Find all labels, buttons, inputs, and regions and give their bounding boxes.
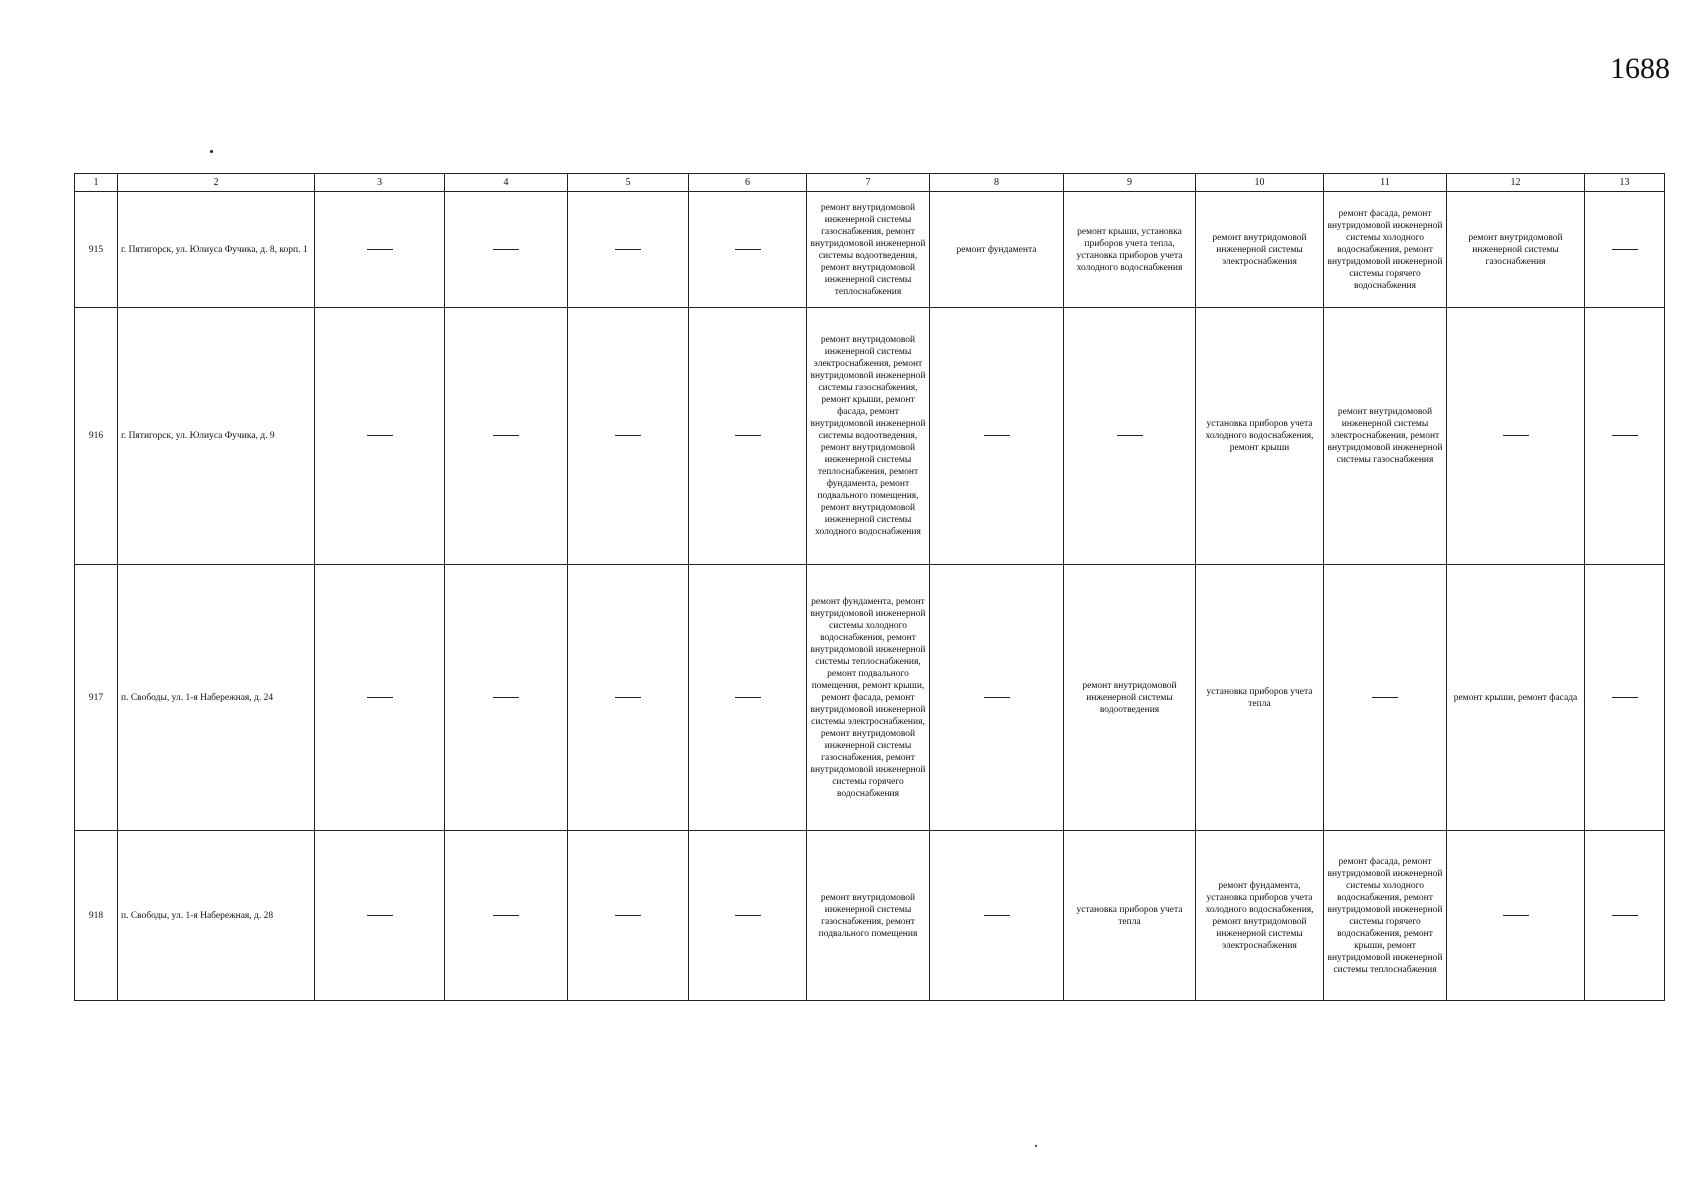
empty-cell xyxy=(1324,565,1447,831)
address-cell: г. Пятигорск, ул. Юлиуса Фучика, д. 8, корп. 1 xyxy=(118,192,315,308)
dash-mark xyxy=(367,249,393,250)
works-cell: ремонт внутридомовой инженерной системы газоснабжения, ремонт внутридомовой инженерной системы водоотведения, ремонт внутридомовой инженерной системы теплоснабжения xyxy=(807,192,930,308)
empty-cell xyxy=(1585,192,1665,308)
empty-cell xyxy=(1585,308,1665,565)
column-header: 6 xyxy=(689,174,807,192)
empty-cell xyxy=(689,308,807,565)
row-number: 915 xyxy=(75,192,118,308)
empty-cell xyxy=(568,192,689,308)
works-cell: ремонт внутридомовой инженерной системы газоснабжения, ремонт подвального помещения xyxy=(807,831,930,1001)
column-header: 13 xyxy=(1585,174,1665,192)
dash-mark xyxy=(1612,915,1638,916)
table-row xyxy=(75,308,1665,565)
column-header: 12 xyxy=(1447,174,1585,192)
table-row xyxy=(75,192,1665,308)
scan-speck xyxy=(210,150,213,153)
works-cell: ремонт внутридомовой инженерной системы водоотведения xyxy=(1064,565,1196,831)
works-cell: ремонт фундамента, ремонт внутридомовой инженерной системы холодного водоснабжения, ремонт внутридомовой инженерной системы теплоснабжения, ремонт подвального помещения, ремонт крыши, ремонт фасада, ремонт внутридомовой инженерной системы электроснабжения, ремонт внутридомовой инженерной системы газоснабжения, ремонт внутридомовой инженерной системы горячего водоснабжения xyxy=(807,565,930,831)
dash-mark xyxy=(1503,435,1529,436)
data-table xyxy=(74,173,1665,1001)
dash-mark xyxy=(1117,435,1143,436)
table-row xyxy=(75,565,1665,831)
works-cell: ремонт фундамента, установка приборов учета холодного водоснабжения, ремонт внутридомовой инженерной системы электроснабжения xyxy=(1196,831,1324,1001)
address-cell: г. Пятигорск, ул. Юлиуса Фучика, д. 9 xyxy=(118,308,315,565)
works-cell: ремонт фасада, ремонт внутридомовой инженерной системы холодного водоснабжения, ремонт внутридомовой инженерной системы горячего водоснабжения xyxy=(1324,192,1447,308)
dash-mark xyxy=(1612,697,1638,698)
empty-cell xyxy=(689,831,807,1001)
dash-mark xyxy=(1372,697,1398,698)
address-cell: п. Свободы, ул. 1-я Набережная, д. 28 xyxy=(118,831,315,1001)
empty-cell xyxy=(1585,565,1665,831)
works-cell: ремонт внутридомовой инженерной системы электроснабжения, ремонт внутридомовой инженерной системы газоснабжения, ремонт крыши, ремонт фасада, ремонт внутридомовой инженерной системы водоотведения, ремонт внутридомовой инженерной системы теплоснабжения, ремонт фундамента, ремонт подвального помещения, ремонт внутридомовой инженерной системы холодного водоснабжения xyxy=(807,308,930,565)
works-cell: ремонт внутридомовой инженерной системы газоснабжения xyxy=(1447,192,1585,308)
column-header: 10 xyxy=(1196,174,1324,192)
address-cell: п. Свободы, ул. 1-я Набережная, д. 24 xyxy=(118,565,315,831)
empty-cell xyxy=(689,565,807,831)
empty-cell xyxy=(568,308,689,565)
dash-mark xyxy=(735,249,761,250)
empty-cell xyxy=(689,192,807,308)
empty-cell xyxy=(445,831,568,1001)
works-cell: ремонт внутридомовой инженерной системы электроснабжения xyxy=(1196,192,1324,308)
dash-mark xyxy=(615,435,641,436)
dash-mark xyxy=(1612,435,1638,436)
table-row xyxy=(75,831,1665,1001)
row-number: 916 xyxy=(75,308,118,565)
dash-mark xyxy=(1612,249,1638,250)
empty-cell xyxy=(568,831,689,1001)
column-header: 4 xyxy=(445,174,568,192)
header-row xyxy=(75,174,1665,192)
empty-cell xyxy=(315,831,445,1001)
empty-cell xyxy=(1447,831,1585,1001)
works-cell: ремонт внутридомовой инженерной системы электроснабжения, ремонт внутридомовой инженерной системы газоснабжения xyxy=(1324,308,1447,565)
dash-mark xyxy=(735,697,761,698)
page-number: 1688 xyxy=(1610,52,1670,85)
dash-mark xyxy=(984,697,1010,698)
dash-mark xyxy=(493,249,519,250)
dash-mark xyxy=(615,697,641,698)
scan-speck xyxy=(1035,1145,1037,1147)
dash-mark xyxy=(367,697,393,698)
column-header: 8 xyxy=(930,174,1064,192)
dash-mark xyxy=(1503,915,1529,916)
empty-cell xyxy=(445,565,568,831)
empty-cell xyxy=(930,308,1064,565)
empty-cell xyxy=(1585,831,1665,1001)
dash-mark xyxy=(367,915,393,916)
empty-cell xyxy=(1064,308,1196,565)
empty-cell xyxy=(445,192,568,308)
dash-mark xyxy=(735,435,761,436)
column-header: 7 xyxy=(807,174,930,192)
row-number: 918 xyxy=(75,831,118,1001)
works-cell: ремонт крыши, ремонт фасада xyxy=(1447,565,1585,831)
empty-cell xyxy=(315,565,445,831)
works-cell: установка приборов учета тепла xyxy=(1196,565,1324,831)
column-header: 11 xyxy=(1324,174,1447,192)
column-header: 3 xyxy=(315,174,445,192)
dash-mark xyxy=(367,435,393,436)
dash-mark xyxy=(493,435,519,436)
works-cell: ремонт крыши, установка приборов учета тепла, установка приборов учета холодного водоснабжения xyxy=(1064,192,1196,308)
column-header: 1 xyxy=(75,174,118,192)
dash-mark xyxy=(615,249,641,250)
column-header: 9 xyxy=(1064,174,1196,192)
empty-cell xyxy=(315,308,445,565)
dash-mark xyxy=(984,915,1010,916)
empty-cell xyxy=(930,831,1064,1001)
dash-mark xyxy=(984,435,1010,436)
dash-mark xyxy=(735,915,761,916)
empty-cell xyxy=(445,308,568,565)
works-cell: ремонт фундамента xyxy=(930,192,1064,308)
row-number: 917 xyxy=(75,565,118,831)
column-header: 2 xyxy=(118,174,315,192)
works-cell: установка приборов учета тепла xyxy=(1064,831,1196,1001)
dash-mark xyxy=(493,697,519,698)
column-header: 5 xyxy=(568,174,689,192)
works-cell: установка приборов учета холодного водоснабжения, ремонт крыши xyxy=(1196,308,1324,565)
dash-mark xyxy=(493,915,519,916)
empty-cell xyxy=(930,565,1064,831)
empty-cell xyxy=(1447,308,1585,565)
empty-cell xyxy=(315,192,445,308)
works-cell: ремонт фасада, ремонт внутридомовой инженерной системы холодного водоснабжения, ремонт внутридомовой инженерной системы горячего водоснабжения, ремонт крыши, ремонт внутридомовой инженерной системы теплоснабжения xyxy=(1324,831,1447,1001)
dash-mark xyxy=(615,915,641,916)
empty-cell xyxy=(568,565,689,831)
